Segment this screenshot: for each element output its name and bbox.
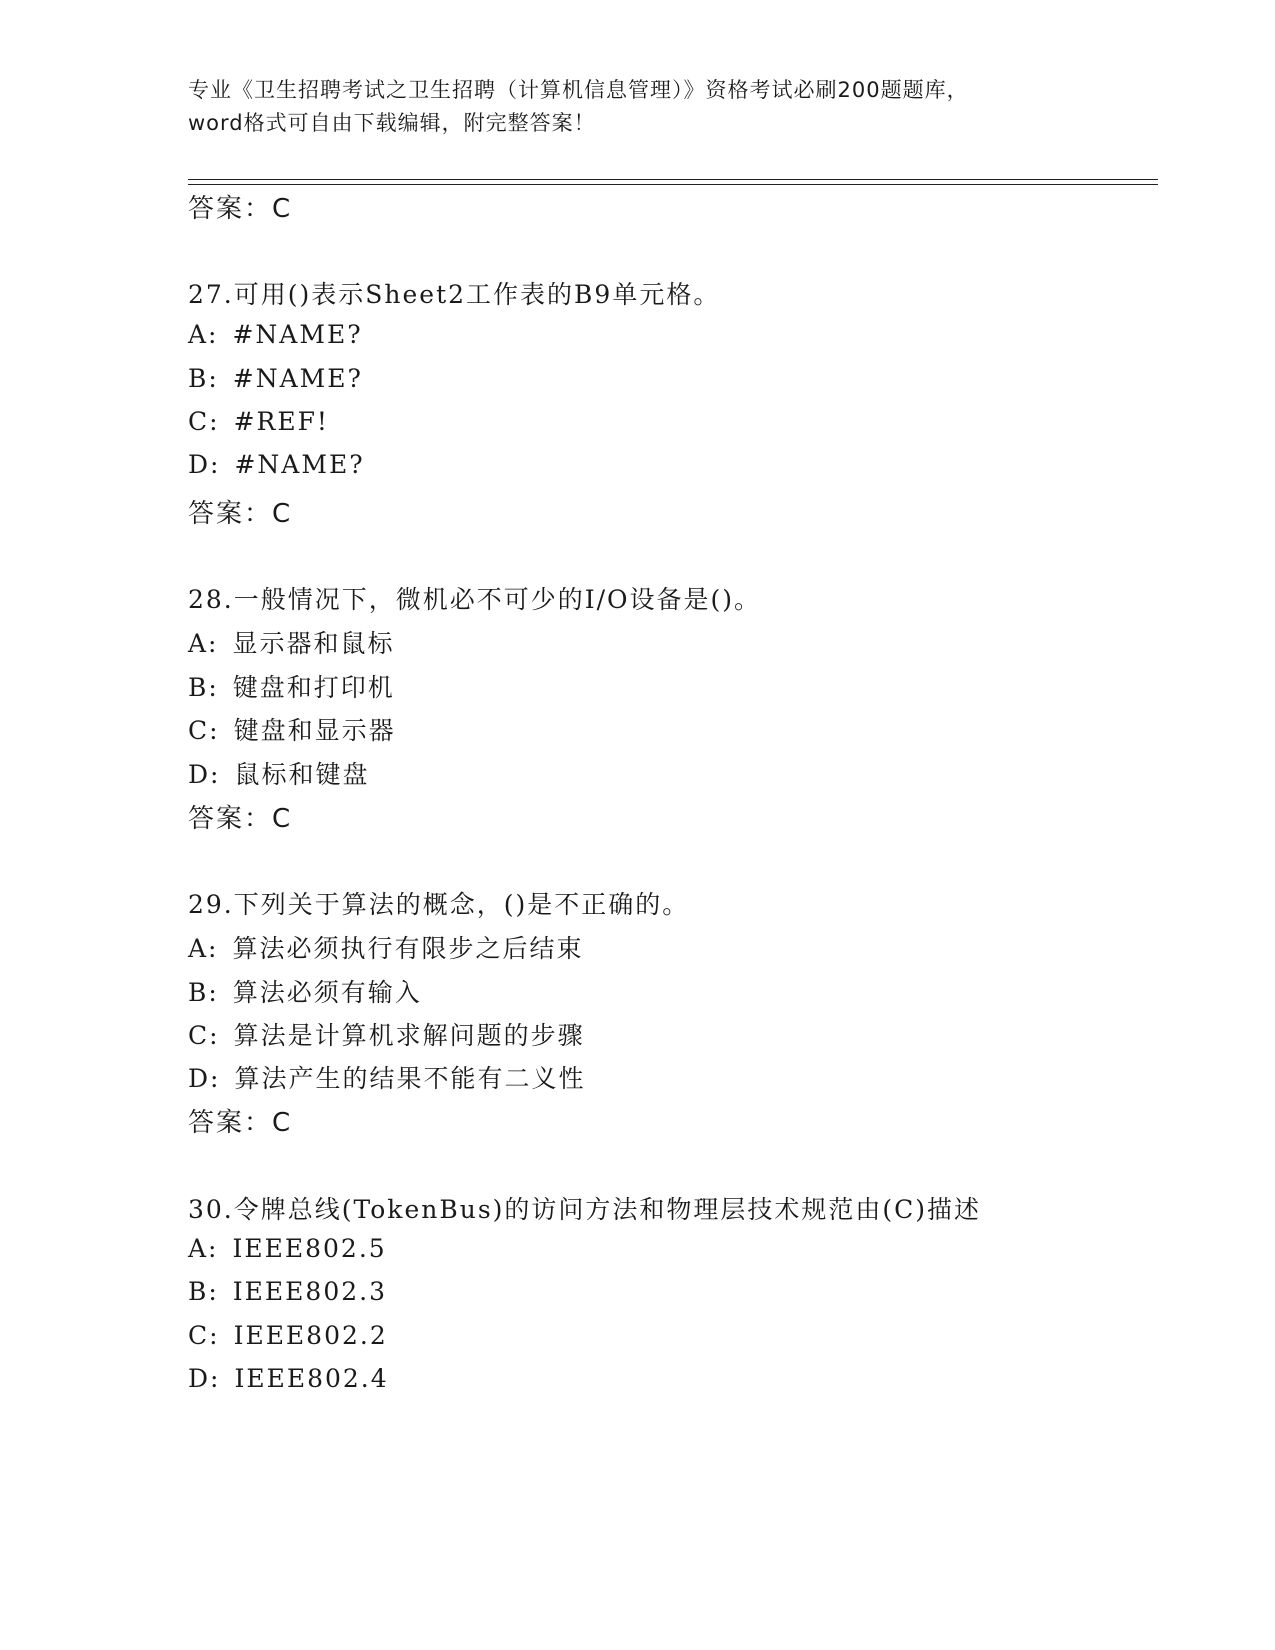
- option-d: [188, 450, 365, 479]
- option-text: 算法产生的结果不能有二义性: [234, 1064, 586, 1093]
- option-letter: A:: [188, 629, 219, 658]
- option-text: 键盘和打印机: [232, 673, 395, 702]
- option-text: IEEE802.4: [234, 1364, 389, 1393]
- option-letter: B:: [188, 364, 219, 393]
- option-text: 算法必须执行有限步之后结束: [232, 934, 584, 963]
- option-c: [188, 1016, 585, 1052]
- option-text: IEEE802.2: [233, 1321, 388, 1350]
- option-b: [188, 1277, 387, 1306]
- option-b: [188, 668, 395, 704]
- header-divider-bottom: [188, 184, 1158, 185]
- option-letter: B:: [188, 673, 219, 702]
- option-text: 键盘和显示器: [233, 716, 396, 745]
- header-divider-top: [188, 179, 1158, 180]
- option-a: [188, 929, 584, 965]
- answer-line: 答案：C: [188, 194, 293, 224]
- option-b: [188, 364, 363, 393]
- option-letter: C:: [188, 716, 220, 745]
- option-c: [188, 1321, 388, 1350]
- option-text: 算法必须有输入: [232, 978, 422, 1007]
- answer-line: 答案：C: [188, 499, 293, 529]
- question-stem: 27.可用()表示Sheet2工作表的B9单元格。: [188, 280, 721, 309]
- option-text: #NAME?: [232, 320, 363, 349]
- answer-line: 答案：C: [188, 804, 293, 834]
- option-letter: B:: [188, 978, 219, 1007]
- question-stem: 29.下列关于算法的概念，()是不正确的。: [188, 890, 690, 919]
- option-a: [188, 624, 395, 660]
- option-text: IEEE802.5: [232, 1234, 387, 1263]
- option-text: 鼠标和键盘: [234, 760, 370, 789]
- question-stem: 28.一般情况下，微机必不可少的I/O设备是()。: [188, 585, 762, 614]
- option-letter: C:: [188, 407, 220, 436]
- option-letter: D:: [188, 450, 221, 479]
- option-c: [188, 711, 396, 747]
- option-d: [188, 1364, 389, 1393]
- option-text: 算法是计算机求解问题的步骤: [233, 1021, 585, 1050]
- option-letter: D:: [188, 1064, 221, 1093]
- option-letter: A:: [188, 1234, 219, 1263]
- option-letter: D:: [188, 1364, 221, 1393]
- answer-line: 答案：C: [188, 1108, 293, 1138]
- option-d: [188, 755, 369, 791]
- option-text: 显示器和鼠标: [232, 629, 395, 658]
- question-stem: 30.令牌总线(TokenBus)的访问方法和物理层技术规范由(C)描述: [188, 1195, 982, 1224]
- option-letter: A:: [188, 934, 219, 963]
- option-c: [188, 407, 329, 436]
- option-text: #NAME?: [232, 364, 363, 393]
- option-text: IEEE802.3: [232, 1277, 387, 1306]
- header-line-1: 专业《卫生招聘考试之卫生招聘（计算机信息管理）》资格考试必刷200题题库，: [188, 78, 969, 102]
- option-letter: C:: [188, 1321, 220, 1350]
- option-a: [188, 1234, 387, 1263]
- option-letter: C:: [188, 1021, 220, 1050]
- option-a: [188, 320, 363, 349]
- option-d: [188, 1059, 585, 1095]
- document-header: [188, 74, 1088, 140]
- option-b: [188, 973, 422, 1009]
- option-letter: B:: [188, 1277, 219, 1306]
- header-line-2: word格式可自由下载编辑，附完整答案！: [188, 111, 596, 135]
- option-letter: A:: [188, 320, 219, 349]
- option-text: #NAME?: [234, 450, 365, 479]
- option-text: #REF!: [233, 407, 329, 436]
- option-letter: D:: [188, 760, 221, 789]
